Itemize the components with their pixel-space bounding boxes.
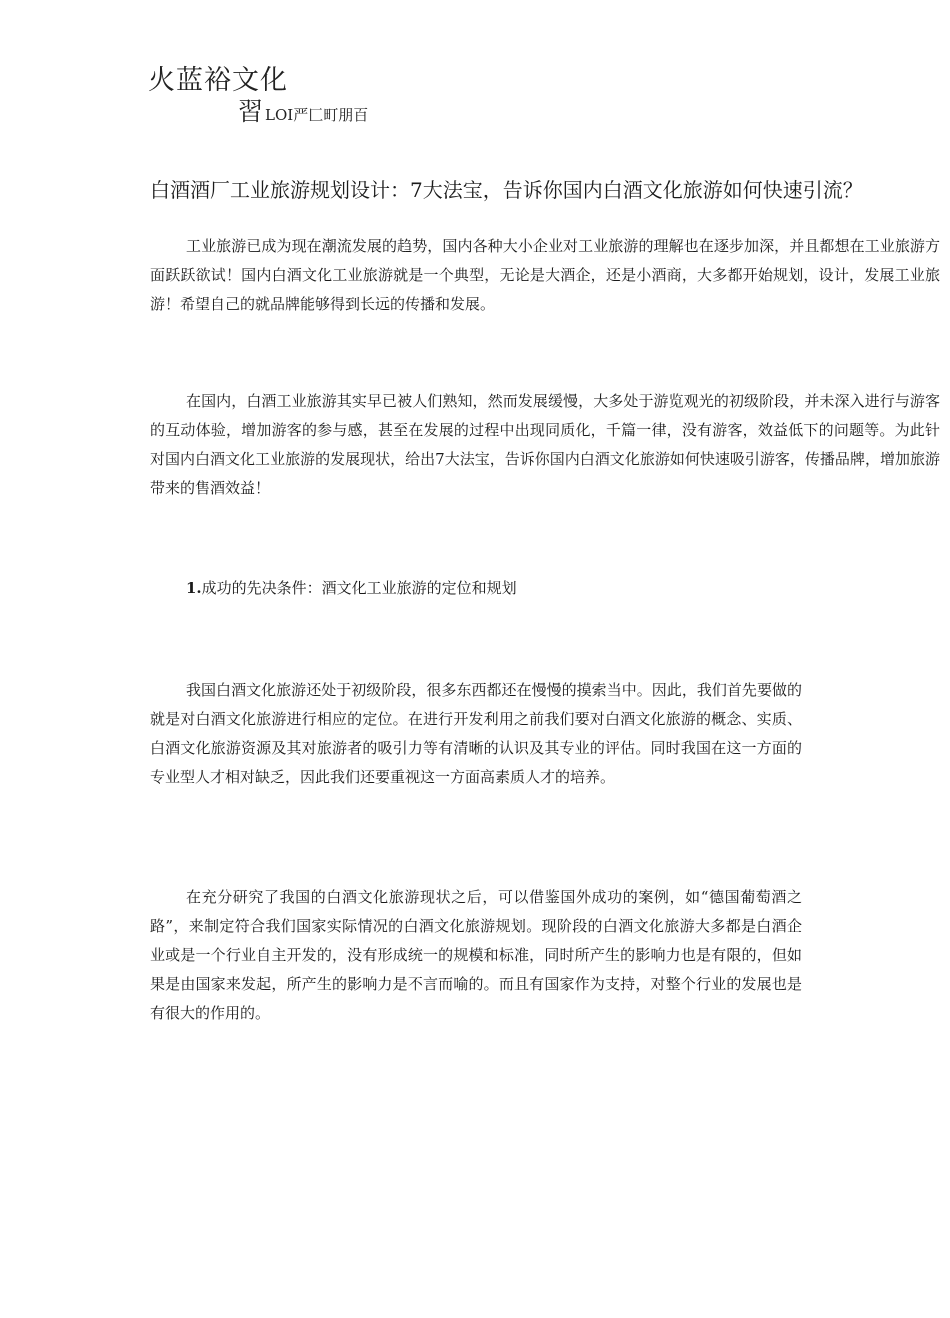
paragraph-intro: 工业旅游已成为现在潮流发展的趋势，国内各种大小企业对工业旅游的理解也在逐步加深，并且都想在工业旅游方面跃跃欲试！国内白酒文化工业旅游就是一个典型，无论是大酒企，还是小酒商，大多都开始规划，设计，发展工业旅游！希望自己的就品牌能够得到长远的传播和发展。 — [150, 237, 940, 313]
article-title: 白酒酒厂工业旅游规划设计：7大法宝，告诉你国内白酒文化旅游如何快速引流？ — [150, 178, 863, 202]
company-logo-text: 火蓝裕文化 — [148, 65, 288, 96]
logo-subtitle-glyph: 習 — [238, 97, 264, 126]
paragraph-positioning: 我国白酒文化旅游还处于初级阶段，很多东西都还在慢慢的摸索当中。因此，我们首先要做的就是对白酒文化旅游进行相应的定位。在进行开发利用之前我们要对白酒文化旅游的概念、实质、白酒文化旅游资源及其对旅游者的吸引力等有清晰的认识及其专业的评估。同时我国在这一方面的专业型人才相对缺乏，因此我们还要重视这一方面高素质人才的培养。 — [150, 681, 802, 786]
paragraph-status: 在国内，白酒工业旅游其实早已被人们熟知，然而发展缓慢，大多处于游览观光的初级阶段，并未深入进行与游客的互动体验，增加游客的参与感，甚至在发展的过程中出现同质化，千篇一律，没有游客，效益低下的问题等。为此针对国内白酒文化工业旅游的发展现状，给出7大法宝，告诉你国内白酒文化旅游如何快速吸引游客，传播品牌，增加旅游带来的售酒效益！ — [150, 392, 940, 497]
logo-subtitle-text: LOI严匚町朋百 — [265, 106, 369, 124]
section-number: 1. — [186, 579, 202, 597]
company-logo-subtitle — [238, 92, 368, 128]
section-heading-text: 成功的先决条件：酒文化工业旅游的定位和规划 — [201, 579, 517, 597]
paragraph-planning: 在充分研究了我国的白酒文化旅游现状之后，可以借鉴国外成功的案例，如“德国葡萄酒之路”，来制定符合我们国家实际情况的白酒文化旅游规划。现阶段的白酒文化旅游大多都是白酒企业或是一个行业自主开发的，没有形成统一的规模和标准，同时所产生的影响力也是有限的，但如果是由国家来发起，所产生的影响力是不言而喻的。而且有国家作为支持，对整个行业的发展也是有很大的作用的。 — [150, 888, 802, 1022]
section-heading-1 — [186, 574, 517, 603]
